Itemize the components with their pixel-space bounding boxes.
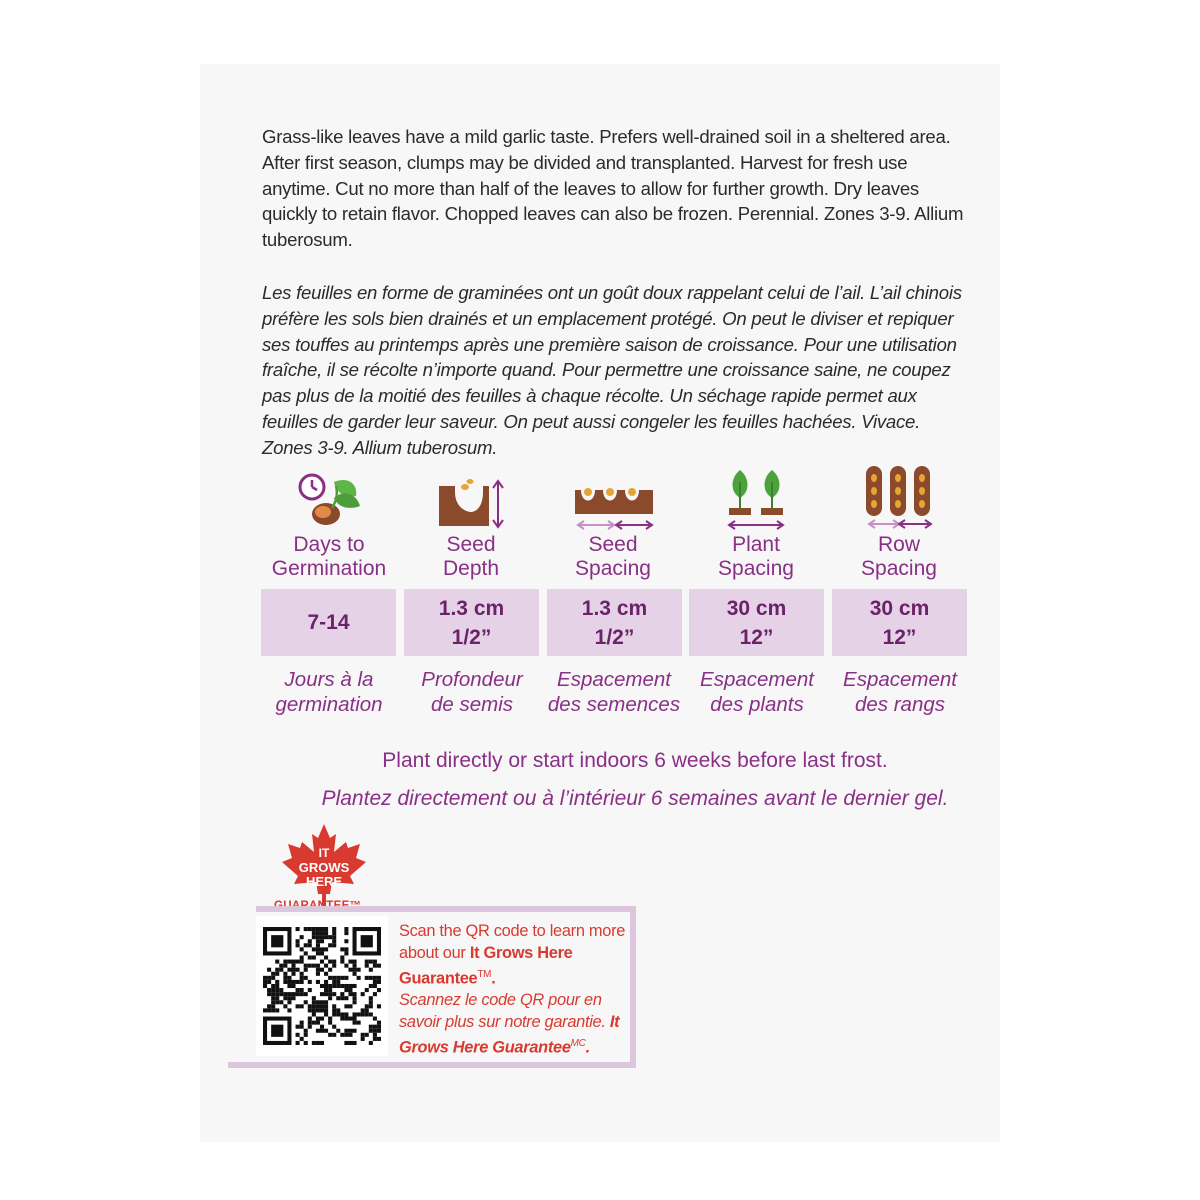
row-spacing-label: Row Spacing [861, 533, 937, 580]
days-to-germination-label: Days to Germination [271, 533, 387, 580]
seed-spacing-value: 1.3 cm 1/2” [547, 589, 682, 656]
plant-spacing-icon [726, 468, 788, 532]
germination-clock-icon [296, 472, 362, 528]
svg-text:GROWS: GROWS [298, 860, 350, 875]
seed-spacing-icon [573, 484, 655, 532]
svg-text:HERE: HERE [305, 874, 343, 889]
row-spacing-value: 30 cm 12” [832, 589, 967, 656]
plant-spacing-label: Plant Spacing [718, 533, 794, 580]
profondeur-semis-label: Profondeur de semis [421, 668, 523, 716]
seed-depth-value: 1.3 cm 1/2” [404, 589, 539, 656]
planting-note-english: Plant directly or start indoors 6 weeks before last frost. [382, 749, 888, 772]
espacement-rangs-label: Espacement des rangs [843, 668, 957, 716]
maple-leaf-badge-icon [270, 822, 378, 908]
svg-text:IT: IT [318, 846, 330, 860]
qr-code[interactable] [256, 916, 388, 1056]
seed-depth-label: Seed Depth [442, 533, 500, 580]
days-to-germination-value: 7-14 [261, 589, 396, 656]
seed-depth-icon [437, 478, 507, 530]
qr-explanation: Scan the QR code to learn more about our It Grows Here Guarantee™. Scannez le code QR pour en savoir plus sur notre garantie. It Grows Here Guarantee$^{MC}$. [399, 922, 626, 1057]
espacement-plants-label: Espacement des plants [700, 668, 814, 716]
seed-spacing-label: Seed Spacing [575, 533, 651, 580]
jours-germination-label: Jours à la germination [275, 668, 383, 716]
plant-spacing-value: 30 cm 12” [689, 589, 824, 656]
espacement-semences-label: Espacement des semences [547, 668, 681, 716]
qr-code-icon [263, 927, 381, 1045]
description-english: Grass-like leaves have a mild garlic taste. Prefers well-drained soil in a sheltered area. After first season, clumps may be divided and transplanted. Harvest for fresh use anytime. Cut no more than half of the leaves to allow for further growth. Dry leaves quickly to retain flavor. Chopped leaves can also be frozen. Perennial. Zones 3-9. Allium tuberosum. [262, 126, 964, 251]
planting-note-french: Plantez directement ou à l’intérieur 6 semaines avant le dernier gel. [321, 787, 949, 810]
description-french: Les feuilles en forme de graminées ont un goût doux rappelant celui de l’ail. L’ail chinois préfère les sols bien drainés et un emplacement protégé. On peut le diviser et repiquer ses touffes au printemps après une première saison de croissance. Pour une utilisation fraîche, il se récolte n’importe quand. Pour permettre une croissance saine, ne coupez pas plus de la moitié des feuilles à chaque récolte. Un séchage rapide permet aux feuilles de garder leur saveur. On peut aussi congeler les feuilles hachées. Vivace. Zones 3-9. Allium tuberosum. [262, 282, 962, 458]
row-spacing-icon [864, 466, 936, 532]
